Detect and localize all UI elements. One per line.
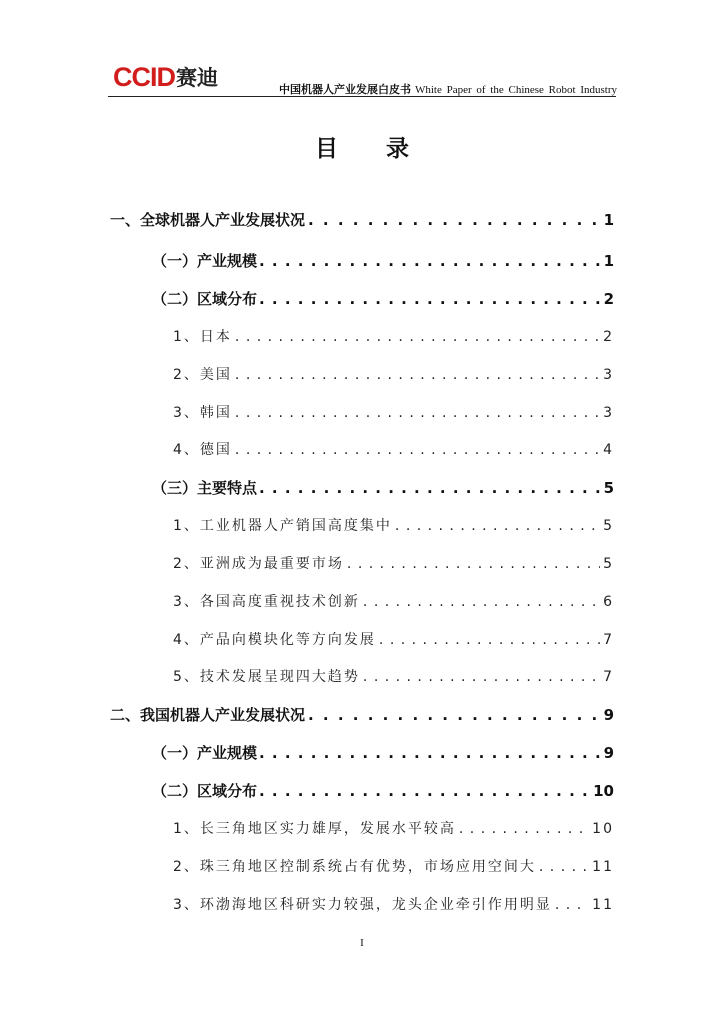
toc-page-number: 10 (593, 782, 614, 800)
logo-chinese: 赛迪 (176, 66, 218, 90)
dot-leader (259, 290, 601, 308)
toc-page-number: 3 (603, 367, 614, 383)
toc-entry-section[interactable] (152, 288, 614, 309)
toc-page-number: 1 (603, 252, 614, 270)
dot-leader (259, 252, 601, 270)
dot-leader (459, 821, 589, 837)
toc-entry-text: 5、技术发展呈现四大趋势 (173, 669, 360, 685)
running-header (279, 81, 617, 97)
toc-entry-text: 2、亚洲成为最重要市场 (173, 556, 344, 572)
toc-page-number: 5 (603, 556, 614, 572)
ccid-logo (113, 62, 218, 92)
toc-entry-subsection[interactable] (173, 591, 614, 611)
toc-page-number: 7 (603, 632, 614, 648)
toc-entry-subsection[interactable] (173, 666, 614, 686)
toc-page-number: 10 (592, 821, 614, 837)
dot-leader (235, 442, 600, 458)
toc-entry-chapter-2[interactable] (110, 704, 614, 725)
toc-entry-chapter-1[interactable] (110, 209, 614, 230)
toc-page-number: 6 (603, 594, 614, 610)
toc-page-number: 5 (603, 518, 614, 534)
page-number: I (360, 937, 364, 949)
toc-entry-text: 一、全球机器人产业发展状况 (110, 211, 306, 229)
toc-entry-text: 4、产品向模块化等方向发展 (173, 632, 376, 648)
toc-entry-subsection[interactable] (173, 515, 614, 535)
dot-leader (235, 367, 600, 383)
dot-leader (308, 211, 601, 229)
header-title-cn: 中国机器人产业发展白皮书 (278, 83, 411, 96)
dot-leader (379, 632, 600, 648)
dot-leader (308, 706, 601, 724)
toc-entry-section[interactable] (152, 742, 614, 763)
dot-leader (347, 556, 600, 572)
toc-page-number: 1 (603, 211, 614, 229)
toc-page-number: 7 (603, 669, 614, 685)
toc-entry-subsection[interactable] (173, 894, 614, 914)
dot-leader (235, 405, 600, 421)
toc-entry-subsection[interactable] (173, 439, 614, 459)
toc-entry-text: 1、工业机器人产销国高度集中 (173, 518, 392, 534)
toc-entry-subsection[interactable] (173, 326, 614, 346)
toc-entry-subsection[interactable] (173, 818, 614, 838)
toc-entry-text: 2、珠三角地区控制系统占有优势，市场应用空间大 (173, 859, 536, 875)
toc-entry-subsection[interactable] (173, 629, 614, 649)
dot-leader (259, 479, 601, 497)
toc-entry-text: （二）区域分布 (152, 290, 258, 308)
dot-leader (259, 744, 601, 762)
dot-leader (235, 329, 600, 345)
dot-leader (395, 518, 600, 534)
toc-entry-text: 3、环渤海地区科研实力较强，龙头企业牵引作用明显 (173, 897, 552, 913)
toc-entry-text: 2、美国 (173, 367, 232, 383)
toc-entry-section[interactable] (152, 780, 614, 801)
logo-latin: CCID (113, 62, 175, 92)
toc-entry-text: 1、长三角地区实力雄厚，发展水平较高 (173, 821, 456, 837)
toc-page-number: 5 (603, 479, 614, 497)
toc-page-number: 9 (603, 744, 614, 762)
dot-leader (539, 859, 589, 875)
toc-page-number: 9 (603, 706, 614, 724)
toc-entry-subsection[interactable] (173, 856, 614, 876)
dot-leader (555, 897, 589, 913)
toc-entry-text: （二）区域分布 (152, 782, 258, 800)
toc-entry-subsection[interactable] (173, 402, 614, 422)
toc-entry-subsection[interactable] (173, 553, 614, 573)
toc-page-number: 4 (603, 442, 614, 458)
toc-entry-text: 1、日本 (173, 329, 232, 345)
toc-page-number: 2 (603, 329, 614, 345)
page-title: 目 录 (314, 136, 429, 162)
dot-leader (259, 782, 590, 800)
toc-page-number: 3 (603, 405, 614, 421)
toc-entry-text: （三）主要特点 (152, 479, 258, 497)
toc-entry-text: 3、韩国 (173, 405, 232, 421)
toc-entry-text: （一）产业规模 (152, 744, 258, 762)
toc-entry-text: 二、我国机器人产业发展状况 (110, 706, 306, 724)
toc-entry-section[interactable] (152, 250, 614, 271)
toc-entry-subsection[interactable] (173, 364, 614, 384)
toc-page-number: 2 (603, 290, 614, 308)
toc-page-number: 11 (592, 859, 614, 875)
dot-leader (363, 594, 600, 610)
header-rule (108, 96, 616, 97)
header-title-en: White Paper of the Chinese Robot Industry (414, 84, 617, 96)
toc-entry-section[interactable] (152, 477, 614, 498)
toc-page-number: 11 (592, 897, 614, 913)
toc-entry-text: （一）产业规模 (152, 252, 258, 270)
dot-leader (363, 669, 600, 685)
toc-entry-text: 3、各国高度重视技术创新 (173, 594, 360, 610)
toc-entry-text: 4、德国 (173, 442, 232, 458)
